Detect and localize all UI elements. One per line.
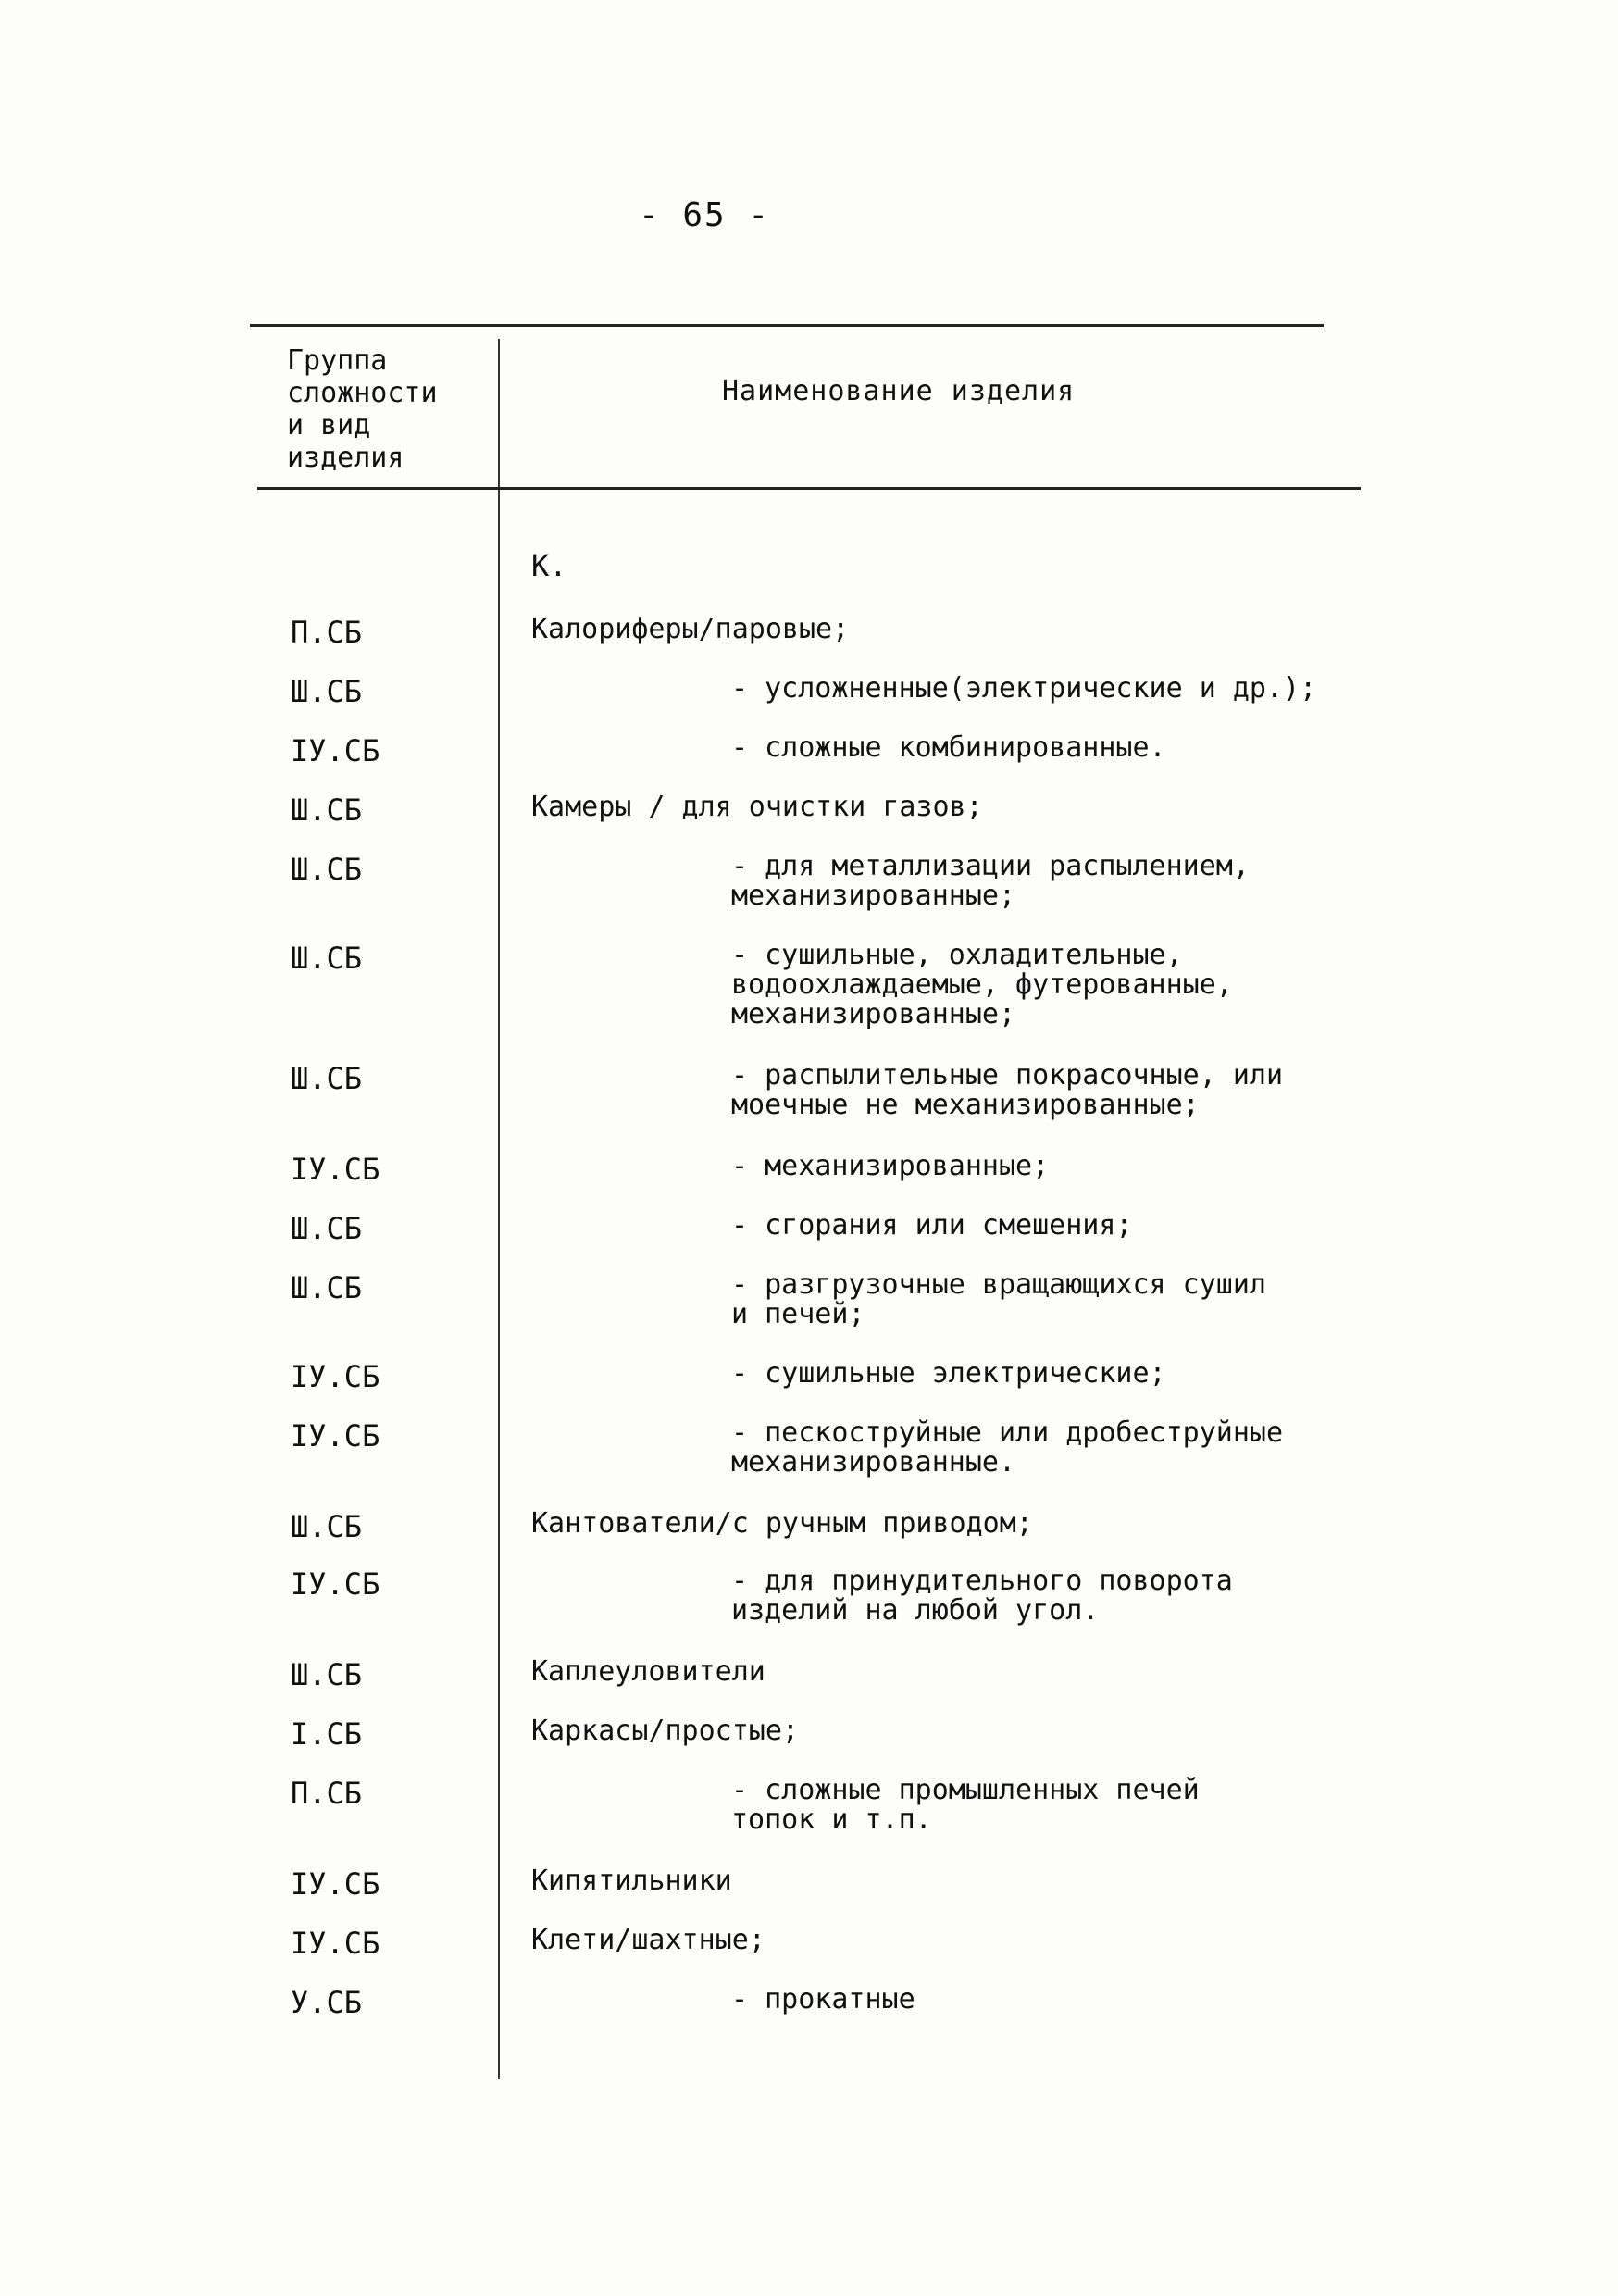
complexity-code: Ш.СБ [291,674,363,709]
header-line: сложности [287,377,438,409]
product-name [731,1211,1132,1241]
complexity-code: I.СБ [291,1716,363,1752]
product-name-line: топок и т.п. [731,1803,932,1836]
product-name [731,852,1250,911]
product-name [531,1716,799,1746]
complexity-code: У.СБ [291,1985,363,2020]
product-name-line: - сложные комбинированные. [731,731,1166,764]
product-name-line: Клети/шахтные; [531,1924,765,1956]
table-top-rule [250,324,1324,327]
complexity-code: IУ.СБ [291,1566,380,1602]
product-name [731,674,1316,704]
product-name [731,1359,1166,1389]
product-name [531,1509,1033,1539]
product-name-line: - распылительные покрасочные, или [731,1059,1284,1092]
product-name [731,1418,1283,1478]
complexity-code: Ш.СБ [291,1509,363,1544]
complexity-code: Ш.СБ [291,852,363,887]
product-name [731,733,1166,763]
product-name [531,1657,765,1687]
section-letter: К. [531,548,567,583]
product-name-line: - разгрузочные вращающихся сушил [731,1268,1266,1301]
product-name [731,1152,1049,1181]
product-name-line: Кипятильники [531,1865,732,1897]
product-name [531,615,849,644]
complexity-code: IУ.СБ [291,1866,380,1902]
product-name-line: Каплеуловители [531,1655,765,1688]
product-name-line: - для принудительного поворота [731,1565,1233,1597]
complexity-code: Ш.СБ [291,1657,363,1692]
product-name-line: и печей; [731,1298,865,1330]
product-name-line: - для металлизации распылением, [731,850,1250,882]
header-bottom-rule [257,487,1361,490]
complexity-code: Ш.СБ [291,941,363,976]
header-line: и вид [287,409,371,442]
complexity-code: IУ.СБ [291,1926,380,1961]
product-name-line: механизированные; [731,998,1016,1030]
header-line: Группа [287,344,388,377]
product-name [531,1866,732,1896]
product-name [731,1566,1233,1626]
product-name-line: - прокатные [731,1983,915,2015]
product-name-line: моечные не механизированные; [731,1089,1200,1121]
complexity-code: Ш.СБ [291,1270,363,1305]
product-name [531,1926,765,1955]
product-name [731,1061,1283,1120]
product-name [731,1776,1200,1835]
column-divider [498,339,500,2079]
complexity-code: IУ.СБ [291,1359,380,1394]
product-name-line: - сгорания или смешения; [731,1209,1133,1242]
product-name-line: Каркасы/простые; [531,1715,799,1747]
complexity-code: IУ.СБ [291,733,380,768]
complexity-code: Ш.СБ [291,1211,363,1246]
product-name-line: - усложненные(электрические и др.); [731,672,1317,705]
product-name-line: механизированные. [731,1446,1016,1479]
product-name-line: - пескоструйные или дробеструйные [731,1416,1284,1449]
complexity-code: П.СБ [291,615,363,650]
product-name-line: - механизированные; [731,1150,1050,1182]
product-name-line: Кантователи/с ручным приводом; [531,1507,1033,1540]
header-line: изделия [287,442,404,474]
header-complexity-group [287,344,438,474]
product-name-line: Калориферы/паровые; [531,613,850,645]
product-name [731,1985,915,2015]
complexity-code: П.СБ [291,1776,363,1811]
complexity-code: IУ.СБ [291,1152,380,1187]
product-name-line: водоохлаждаемые, футерованные, [731,968,1233,1001]
complexity-code: Ш.СБ [291,1061,363,1096]
product-name [531,792,983,822]
product-name-line: - сушильные, охладительные, [731,939,1183,971]
product-name-line: Камеры / для очистки газов; [531,791,983,823]
product-name-line: - сушильные электрические; [731,1357,1166,1390]
product-name-line: изделий на любой угол. [731,1594,1100,1627]
complexity-code: Ш.СБ [291,792,363,828]
product-name-line: - сложные промышленных печей [731,1774,1200,1806]
complexity-code: IУ.СБ [291,1418,380,1454]
header-product-name: Наименование изделия [722,375,1076,407]
product-name [731,941,1233,1029]
page-number: - 65 - [639,196,771,234]
product-name-line: механизированные; [731,880,1016,912]
product-name [731,1270,1266,1329]
